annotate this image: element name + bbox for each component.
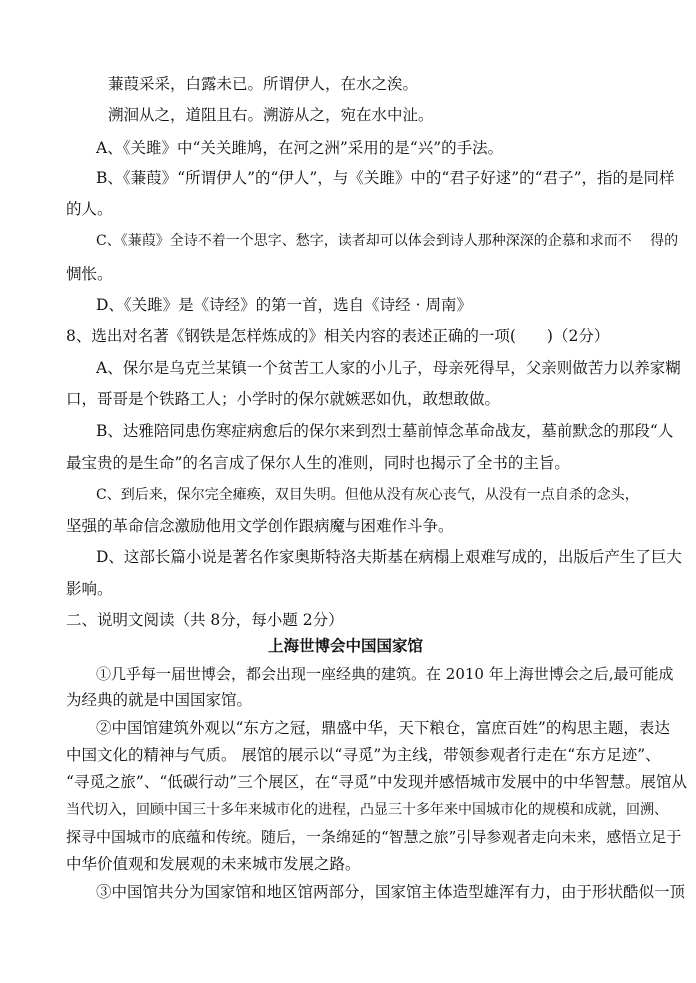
q8-stem: 8、选出对名著《钢铁是怎样炼成的》相关内容的表述正确的一项( )（2分） — [66, 327, 610, 345]
q7-option-b: B、《蒹葭》“所谓伊人”的“伊人”，与《关雎》中的“君子好逑”的“君子”，指的是同样 — [96, 169, 675, 187]
paragraph-line: ②中国馆建筑外观以“东方之冠，鼎盛中华，天下粮仓，富庶百姓”的构思主题，表达 — [96, 719, 670, 737]
q7-option-a: A、《关雎》中“关关雎鸠，在河之洲”采用的是“兴”的手法。 — [96, 139, 504, 157]
paragraph-line: 为经典的就是中国国家馆。 — [66, 691, 253, 709]
q8-option-c-cont: 坚强的革命信念激励他用文学创作跟病魔与困难作斗争。 — [66, 517, 454, 535]
paragraph-line: 中华价值观和发展观的未来城市发展之路。 — [66, 855, 361, 873]
q7-option-c: C、《蒹葭》全诗不着一个思字、愁字，读者却可以体会到诗人那种深深的企慕和求而不 得的 — [96, 233, 679, 249]
paragraph-line: 当代切入，回顾中国三十多年来城市化的进程，凸显三十多年来中国城市化的规模和成就，回溯、 — [66, 802, 668, 818]
q7-option-c-cont: 惆怅。 — [66, 265, 113, 283]
q8-option-c: C、到后来，保尔完全瘫痪，双目失明。但他从没有灰心丧气，从没有一点自杀的念头， — [96, 487, 639, 503]
paragraph-line: 探寻中国城市的底蕴和传统。随后，一条绵延的“智慧之旅”引导参观者走向未来，感悟立足于 — [66, 828, 682, 846]
paragraph-line: 中国文化的精神与气质。 展馆的展示以“寻觅”为主线，带领参观者行走在“东方足迹”、 — [66, 746, 661, 764]
paragraph-line: ①几乎每一届世博会，都会出现一座经典的建筑。在 2010 年上海世博会之后,最可能成 — [96, 665, 674, 683]
q8-option-d-cont: 影响。 — [66, 580, 113, 598]
paragraph-line: ③中国馆共分为国家馆和地区馆两部分，国家馆主体造型雄浑有力，由于形状酷似一顶 — [96, 883, 686, 901]
poem-line: 溯洄从之，道阻且右。溯游从之，宛在水中沚。 — [108, 106, 434, 124]
poem-line: 蒹葭采采，白露未已。所谓伊人，在水之涘。 — [108, 75, 419, 93]
q8-option-b: B、达雅陪同患伤寒症病愈后的保尔来到烈士墓前悼念革命战友，墓前默念的那段“人 — [96, 422, 674, 440]
q7-option-b-cont: 的人。 — [66, 200, 113, 218]
q8-option-d: D、这部长篇小说是著名作家奥斯特洛夫斯基在病榻上艰难写成的，出版后产生了巨大 — [96, 548, 682, 566]
article-title: 上海世博会中国国家馆 — [268, 636, 424, 655]
section-heading: 二、说明文阅读（共 8分，每小题 2分） — [66, 611, 344, 629]
q8-option-a: A、保尔是乌克兰某镇一个贫苦工人家的小儿子，母亲死得早，父亲则做苦力以养家糊 — [96, 359, 681, 377]
q8-option-a-cont: 口，哥哥是个铁路工人；小学时的保尔就嫉恶如仇，敢想敢做。 — [66, 390, 501, 408]
q8-option-b-cont: 最宝贵的是生命”的名言成了保尔人生的准则，同时也揭示了全书的主旨。 — [66, 454, 570, 472]
paragraph-line: “寻觅之旅”、“低碳行动”三个展区，在“寻觅”中发现并感悟城市发展中的中华智慧。展馆从 — [66, 773, 688, 791]
q7-option-d: D、《关雎》是《诗经》的第一首，选自《诗经 · 周南》 — [96, 296, 472, 314]
